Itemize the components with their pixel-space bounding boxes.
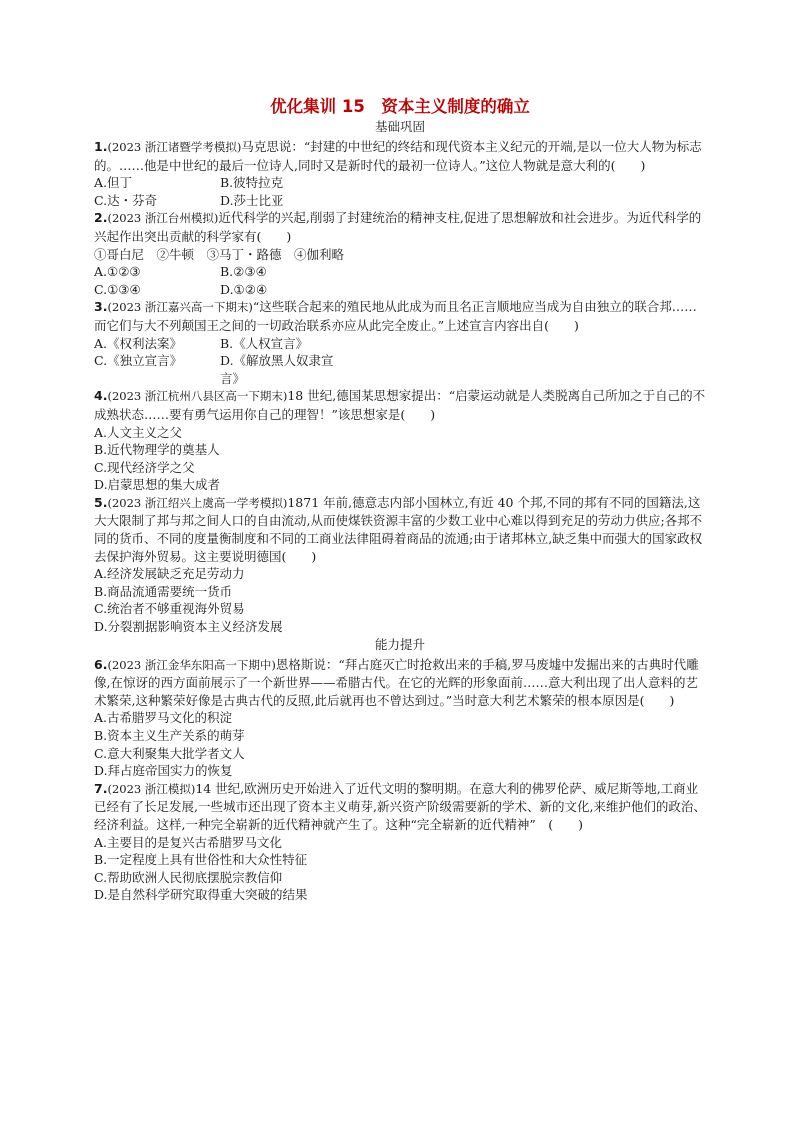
question-3 <box>94 298 706 387</box>
question-number: 5. <box>94 494 108 510</box>
question-sub-items: ①哥白尼 ②牛顿 ③马丁・路德 ④伽利略 <box>94 246 345 262</box>
question-2 <box>94 209 706 298</box>
option-a[interactable]: A.主要目的是复兴古希腊罗马文化 <box>94 834 283 850</box>
option-b[interactable]: B.②③④ <box>220 264 267 280</box>
option-row <box>94 263 706 281</box>
question-text: 1871 年前,德意志内部小国林立,有近 40 个邦,不同的邦有不同的国籍法,这大大限制了邦与邦之间人口的自由流动,从而使煤铁资源丰富的少数工业中心难以得到充足的劳动力供应;各邦不同的货币、不同的度量衡制度和不同的工商业法律阻碍着商品的流通;由于诸邦林立,缺乏集中而强大的国家政权去保护海外贸易。这主要说明德国( ) <box>94 494 703 564</box>
option-a[interactable]: A.《权利法案》 <box>94 335 183 351</box>
question-stem <box>94 387 706 423</box>
question-number: 3. <box>94 299 108 315</box>
question-number: 1. <box>94 139 108 154</box>
option-b[interactable]: B.近代物理学的奠基人 <box>94 442 220 458</box>
question-stem <box>94 494 706 565</box>
option-b[interactable]: B.商品流通需要统一货币 <box>94 583 233 599</box>
option-c[interactable]: C.①③④ <box>94 281 141 297</box>
question-text: “这些联合起来的殖民地从此成为而且名正言顺地应当成为自由独立的联合邦……而它们与大不列颠国王之间的一切政治联系亦应从此完全废止。”上述宣言内容出自( ) <box>94 299 697 333</box>
question-source: (2023 浙江模拟) <box>107 781 196 796</box>
option-d[interactable]: D.启蒙思想的集大成者 <box>94 477 221 493</box>
option-b[interactable]: B.《人权宣言》 <box>220 335 309 351</box>
question-stem <box>94 780 706 834</box>
question-stem <box>94 138 706 174</box>
question-4 <box>94 387 706 494</box>
question-number: 4. <box>94 388 108 404</box>
option-c[interactable]: C.《独立宣言》 <box>94 353 183 369</box>
question-source: (2023 浙江绍兴上虞高一学考模拟) <box>107 495 288 510</box>
option-c[interactable]: C.现代经济学之父 <box>94 459 195 475</box>
question-6 <box>94 656 706 780</box>
question-source: (2023 浙江嘉兴高一下期末) <box>107 300 253 315</box>
option-a[interactable]: A.①②③ <box>94 264 141 280</box>
section-heading-basic: 基础巩固 <box>374 119 425 134</box>
option-row <box>94 174 706 192</box>
option-d[interactable]: D.①②④ <box>220 281 268 297</box>
question-7 <box>94 780 706 904</box>
worksheet-page <box>94 96 706 904</box>
option-d[interactable]: D.拜占庭帝国实力的恢复 <box>94 763 233 779</box>
page-title: 优化集训 15 资本主义制度的确立 <box>270 97 530 116</box>
option-c[interactable]: C.帮助欧洲人民彻底摆脱宗教信仰 <box>94 869 283 885</box>
option-row <box>94 281 706 299</box>
question-text: 恩格斯说：“拜占庭灭亡时抢救出来的手稿,罗马废墟中发掘出来的古典时代雕像,在惊讶的西方面前展示了一个新世界——希腊古代。在它的光辉的形象面前……意大利出现了出人意料的艺术繁荣,这种繁荣好像是古典古代的反照,此后就再也不曾达到过。”当时意大利艺术繁荣的根本原因是( ) <box>94 656 699 708</box>
question-source: (2023 浙江杭州八县区高一下期末) <box>107 389 288 404</box>
question-text: 马克思说：“封建的中世纪的终结和现代资本主义纪元的开端,是以一位大人物为标志的。……他是中世纪的最后一位诗人,同时又是新时代的最初一位诗人。”这位人物就是意大利的( ) <box>94 139 702 173</box>
option-b[interactable]: B.资本主义生产关系的萌芽 <box>94 728 245 743</box>
option-row <box>94 335 706 353</box>
question-source: (2023 浙江台州模拟) <box>107 211 219 226</box>
question-number: 6. <box>94 656 108 672</box>
question-1 <box>94 138 706 209</box>
option-a[interactable]: A.古希腊罗马文化的积淀 <box>94 710 233 726</box>
option-c[interactable]: C.统治者不够重视海外贸易 <box>94 601 245 617</box>
question-number: 2. <box>94 210 108 226</box>
question-number: 7. <box>94 780 108 796</box>
option-b[interactable]: B.一定程度上具有世俗性和大众性特征 <box>94 852 308 868</box>
option-row <box>94 352 706 387</box>
question-source: (2023 浙江金华东阳高一下期中) <box>107 657 276 672</box>
option-d[interactable]: D.分裂割据影响资本主义经济发展 <box>94 619 283 635</box>
question-5 <box>94 494 706 636</box>
option-c[interactable]: C.达・芬奇 <box>94 192 158 208</box>
question-source: (2023 浙江诸暨学考模拟) <box>107 140 242 154</box>
option-c[interactable]: C.意大利聚集大批学者文人 <box>94 745 245 761</box>
option-a[interactable]: A.但丁 <box>94 175 133 191</box>
question-stem <box>94 209 706 245</box>
question-stem <box>94 298 706 334</box>
option-row <box>94 192 706 210</box>
question-text: 近代科学的兴起,削弱了封建统治的精神支柱,促进了思想解放和社会进步。为近代科学的兴起作出突出贡献的科学家有( ) <box>94 210 702 244</box>
option-d[interactable]: D.是自然科学研究取得重大突破的结果 <box>94 887 308 903</box>
option-a[interactable]: A.经济发展缺乏充足劳动力 <box>94 566 245 582</box>
option-d[interactable]: D.莎士比亚 <box>220 192 284 208</box>
question-text: 14 世纪,欧洲历史开始进入了近代文明的黎明期。在意大利的佛罗伦萨、威尼斯等地,工商业已经有了长足发展,一些城市还出现了资本主义萌芽,新兴资产阶级需要新的学术、新的文化,来维护他们的政治、经济利益。这样,一种完全崭新的近代精神就产生了。这种“完全崭新的近代精神” ( ) <box>94 780 706 832</box>
option-b[interactable]: B.彼特拉克 <box>220 175 284 191</box>
option-d[interactable]: D.《解放黑人奴隶宣言》 <box>220 353 334 386</box>
question-stem <box>94 656 706 710</box>
option-a[interactable]: A.人文主义之父 <box>94 424 183 440</box>
question-text: 18 世纪,德国某思想家提出：“启蒙运动就是人类脱离自己所加之于自己的不成熟状态……要有勇气运用你自己的理智！”该思想家是( ) <box>94 388 706 422</box>
section-heading-advanced: 能力提升 <box>374 636 425 652</box>
